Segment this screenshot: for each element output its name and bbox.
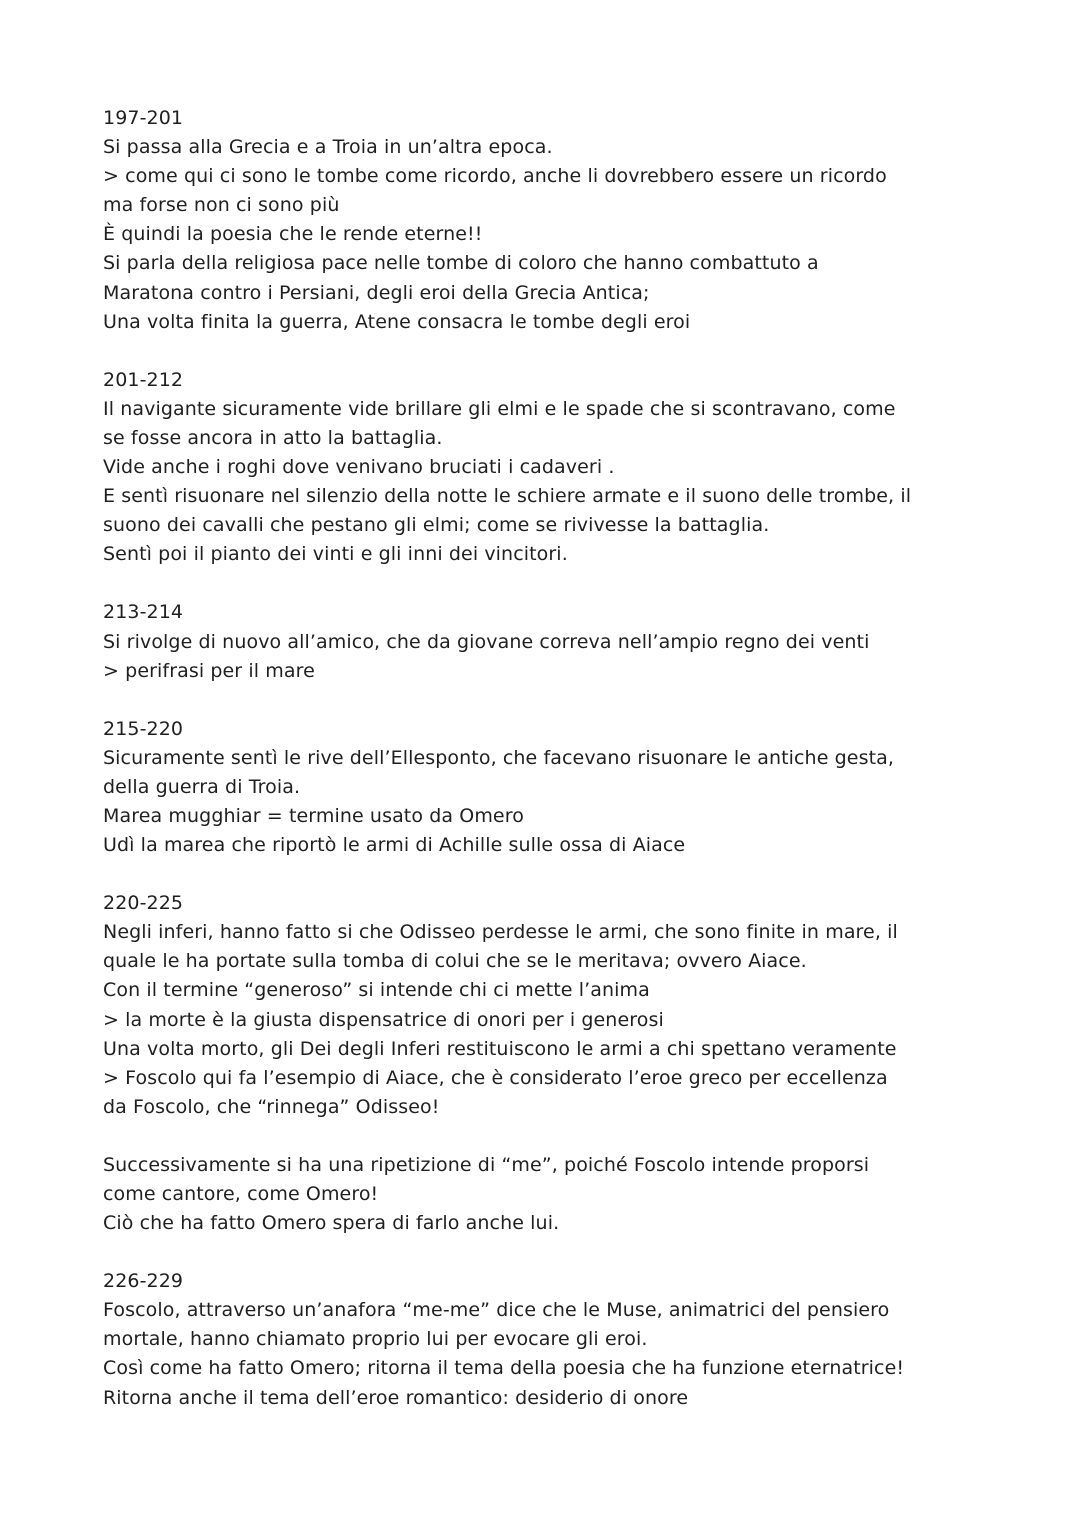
text-line: Così come ha fatto Omero; ritorna il tema della poesia che ha funzione eternatrice!	[103, 1357, 905, 1380]
text-line: Si passa alla Grecia e a Troia in un’altra epoca.	[103, 136, 553, 159]
section-213-214	[103, 598, 1003, 685]
section-heading: 215-220	[103, 717, 184, 740]
section-201-212	[103, 366, 1003, 570]
section-215-220	[103, 715, 1003, 860]
section-220-225	[103, 889, 1003, 1122]
text-line: da Foscolo, che “rinnega” Odisseo!	[103, 1095, 440, 1118]
section-heading: 226-229	[103, 1270, 184, 1293]
text-line: ma forse non ci sono più	[103, 194, 340, 217]
text-line: Con il termine “generoso” si intende chi ci mette l’anima	[103, 979, 650, 1002]
text-line: se fosse ancora in atto la battaglia.	[103, 426, 443, 449]
text-line: come cantore, come Omero!	[103, 1183, 379, 1205]
text-line: E sentì risuonare nel silenzio della notte le schiere armate e il suono delle trombe, il	[103, 485, 912, 508]
section-successivamente	[103, 1151, 1003, 1238]
text-line: della guerra di Troia.	[103, 775, 301, 798]
text-line: > la morte è la giusta dispensatrice di onori per i generosi	[103, 1008, 664, 1031]
text-line: Maratona contro i Persiani, degli eroi della Grecia Antica;	[103, 281, 650, 304]
section-heading: 201-212	[103, 368, 184, 391]
section-226-229	[103, 1267, 1003, 1412]
text-line: Sicuramente sentì le rive dell’Ellesponto, che facevano risuonare le antiche gesta,	[103, 746, 895, 769]
section-heading: 213-214	[103, 601, 184, 624]
text-line: > Foscolo qui fa l’esempio di Aiace, che è considerato l’eroe greco per eccellenza	[103, 1066, 888, 1089]
text-line: Si rivolge di nuovo all’amico, che da giovane correva nell’ampio regno dei venti	[103, 630, 870, 653]
document-page	[103, 104, 1003, 1413]
text-line: Vide anche i roghi dove venivano bruciati i cadaveri .	[103, 456, 615, 479]
text-line: mortale, hanno chiamato proprio lui per evocare gli eroi.	[103, 1328, 648, 1351]
text-line: Ritorna anche il tema dell’eroe romantico: desiderio di onore	[103, 1386, 689, 1409]
text-line: Sentì poi il pianto dei vinti e gli inni dei vincitori.	[103, 543, 568, 566]
text-line: Il navigante sicuramente vide brillare gli elmi e le spade che si scontravano, come	[103, 397, 896, 420]
text-line: Una volta morto, gli Dei degli Inferi restituiscono le armi a chi spettano veramente	[103, 1037, 897, 1060]
text-line: È quindi la poesia che le rende eterne!!	[103, 223, 483, 246]
text-line: Negli inferi, hanno fatto si che Odisseo perdesse le armi, che sono finite in mare, il	[103, 921, 898, 944]
text-line: > come qui ci sono le tombe come ricordo, anche li dovrebbero essere un ricordo	[103, 165, 887, 188]
text-line: Una volta finita la guerra, Atene consacra le tombe degli eroi	[103, 310, 691, 333]
text-line: Foscolo, attraverso un’anafora “me-me” dice che le Muse, animatrici del pensiero	[103, 1299, 890, 1322]
section-197-201	[103, 104, 1003, 337]
text-line: Udì la marea che riportò le armi di Achille sulle ossa di Aiace	[103, 834, 686, 857]
section-heading: 220-225	[103, 892, 184, 915]
text-line: Si parla della religiosa pace nelle tombe di coloro che hanno combattuto a	[103, 252, 819, 275]
text-line: Successivamente si ha una ripetizione di “me”, poiché Foscolo intende proporsi	[103, 1153, 870, 1176]
text-line: Ciò che ha fatto Omero spera di farlo anche lui.	[103, 1212, 560, 1235]
text-line: quale le ha portate sulla tomba di colui che se le meritava; ovvero Aiace.	[103, 950, 807, 973]
text-line: Marea mugghiar = termine usato da Omero	[103, 804, 524, 827]
section-heading: 197-201	[103, 107, 184, 129]
text-line: > perifrasi per il mare	[103, 659, 315, 682]
text-line: suono dei cavalli che pestano gli elmi; come se rivivesse la battaglia.	[103, 514, 770, 537]
